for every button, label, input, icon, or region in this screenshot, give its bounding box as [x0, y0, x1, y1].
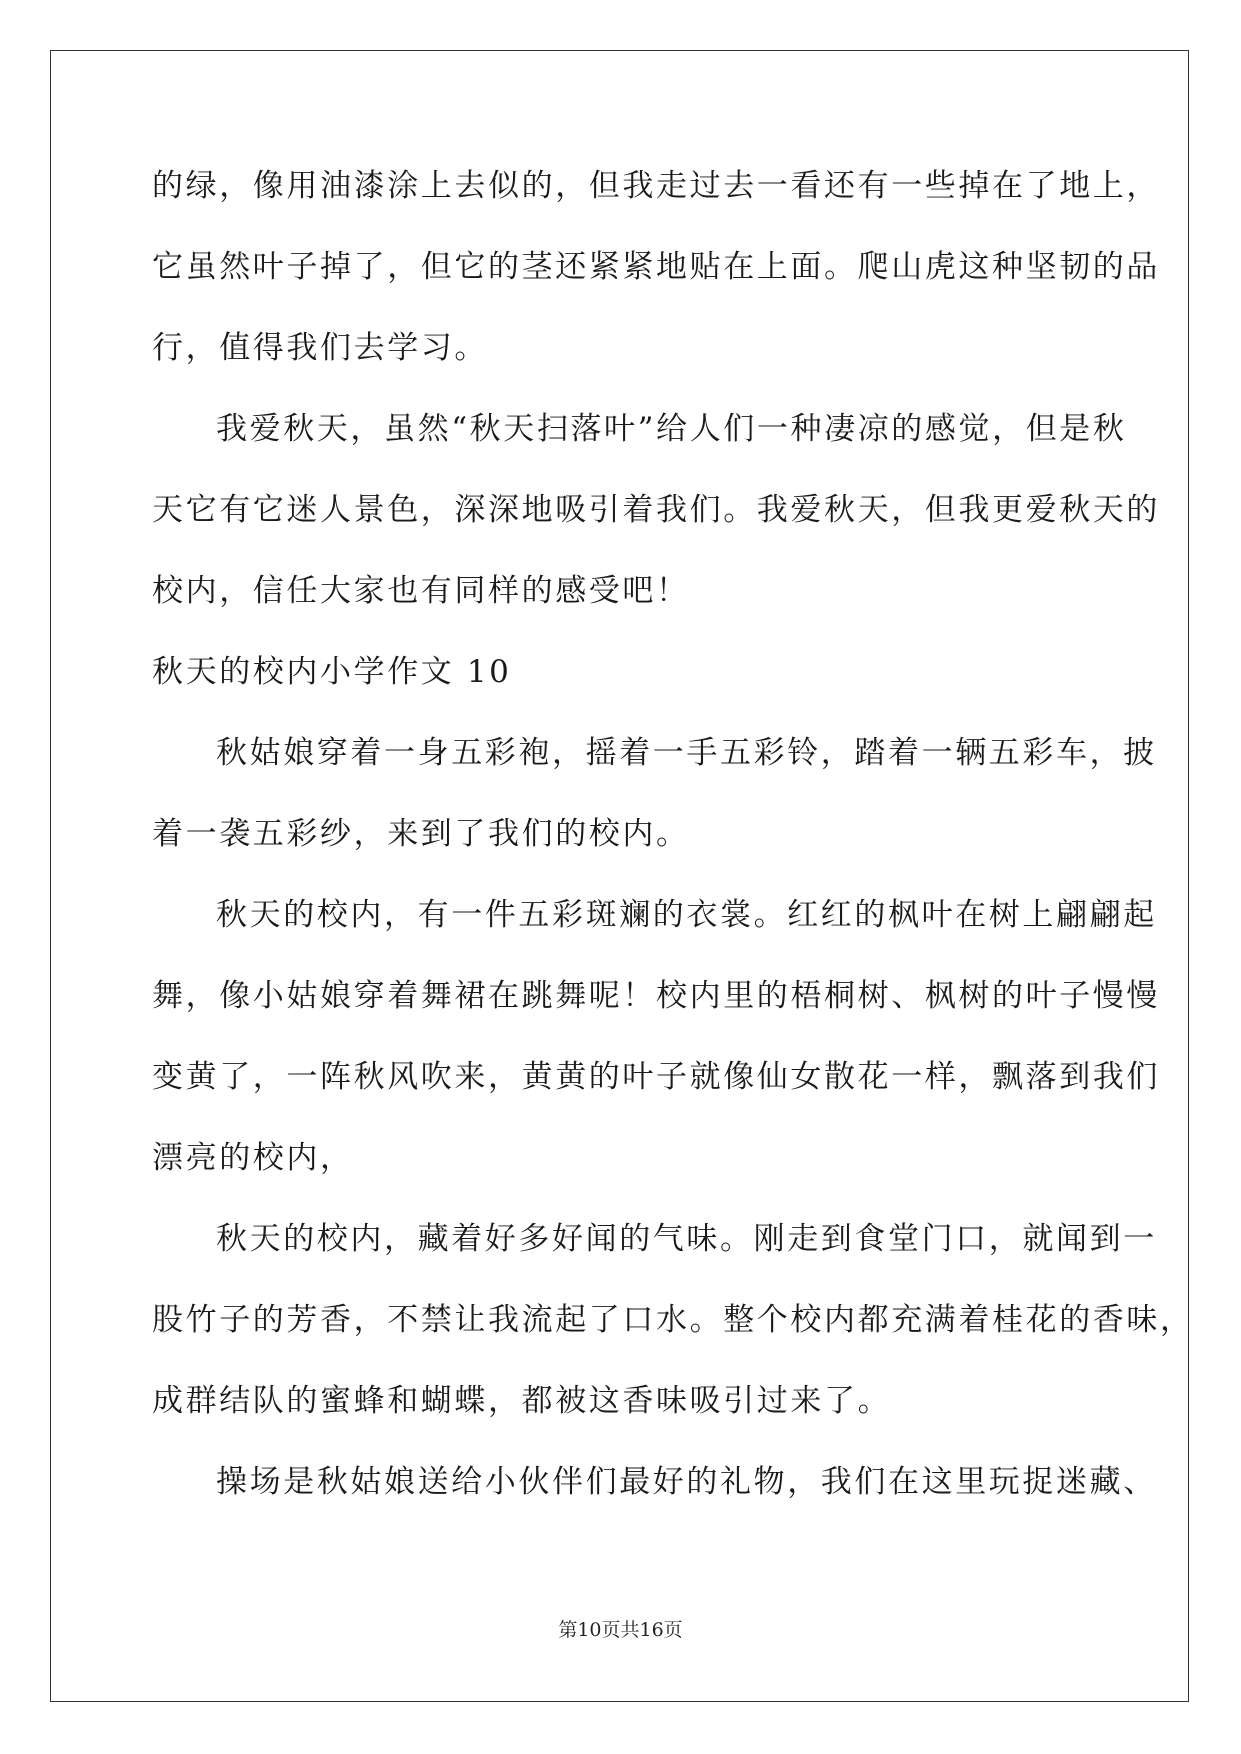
text-line: 天它有它迷人景色，深深地吸引着我们。我爱秋天，但我更爱秋天的 [152, 492, 1160, 528]
section-heading: 秋天的校内小学作文 10 [152, 654, 512, 690]
text-line: 成群结队的蜜蜂和蝴蝶，都被这香味吸引过来了。 [152, 1383, 892, 1419]
document-body [152, 160, 1194, 1537]
text-line: 它虽然叶子掉了，但它的茎还紧紧地贴在上面。爬山虎这种坚韧的品 [152, 249, 1160, 285]
text-line: 变黄了，一阵秋风吹来，黄黄的叶子就像仙女散花一样，飘落到我们 [152, 1059, 1160, 1095]
text-line: 行，值得我们去学习。 [152, 330, 488, 366]
text-line: 漂亮的校内， [152, 1140, 354, 1176]
page-number-current: 第10页 [558, 1619, 621, 1641]
page-footer [0, 1618, 1241, 1642]
paragraph-start-line: 秋姑娘穿着一身五彩袍，摇着一手五彩铃，踏着一辆五彩车，披 [216, 735, 1157, 771]
paragraph-start-line: 秋天的校内，有一件五彩斑斓的衣裳。红红的枫叶在树上翩翩起 [216, 897, 1157, 933]
text-line: 的绿，像用油漆涂上去似的，但我走过去一看还有一些掉在了地上， [152, 168, 1160, 204]
text-line: 着一袭五彩纱，来到了我们的校内。 [152, 816, 690, 852]
text-line: 舞，像小姑娘穿着舞裙在跳舞呢！校内里的梧桐树、枫树的叶子慢慢 [152, 978, 1160, 1014]
text-line: 股竹子的芳香，不禁让我流起了口水。整个校内都充满着桂花的香味， [152, 1302, 1194, 1338]
page-number-total: 共16页 [620, 1619, 683, 1641]
paragraph-start-line: 我爱秋天，虽然“秋天扫落叶”给人们一种凄凉的感觉，但是秋 [216, 411, 1127, 447]
paragraph-start-line: 秋天的校内，藏着好多好闻的气味。刚走到食堂门口，就闻到一 [216, 1221, 1157, 1257]
text-line: 校内，信任大家也有同样的感受吧！ [152, 573, 690, 609]
paragraph-start-line: 操场是秋姑娘送给小伙伴们最好的礼物，我们在这里玩捉迷藏、 [216, 1464, 1157, 1500]
